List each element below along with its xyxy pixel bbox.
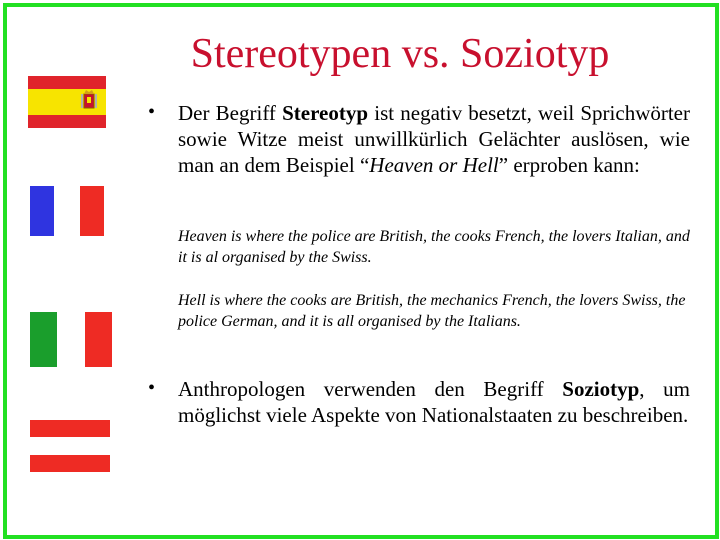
quote-heaven: Heaven is where the police are British, the cooks French, the lovers Italian, and it is al organised by the Swiss. (178, 228, 690, 266)
term-soziotyp: Soziotyp (562, 377, 640, 401)
bullet-marker: • (148, 377, 156, 399)
bullet-marker: • (148, 101, 156, 123)
italy-flag (30, 312, 112, 367)
example-heaven-or-hell: Heaven or Hell (369, 153, 499, 177)
austria-flag (30, 420, 110, 472)
spain-flag (28, 76, 106, 128)
term-stereotyp: Stereotyp (282, 101, 369, 125)
bullet-text-stereotyp: Der Begriff Stereotyp ist negativ besetzt, weil Sprichwörter sowie Witze meist unwillkürlich Gelächter auslösen, wie man an dem Beispiel “Heaven or Hell” erproben kann: (178, 101, 690, 177)
france-flag (30, 186, 104, 236)
bullet-text-soziotyp: Anthropologen verwenden den Begriff Soziotyp, um möglichst viele Aspekte von Nationalstaaten zu beschreiben. (178, 377, 690, 427)
slide-title: Stereotypen vs. Soziotyp (190, 31, 610, 77)
slide-border (3, 3, 719, 539)
quote-hell: Hell is where the cooks are British, the mechanics French, the lovers Swiss, the police German, and it is all organised by the Italians. (178, 292, 686, 330)
